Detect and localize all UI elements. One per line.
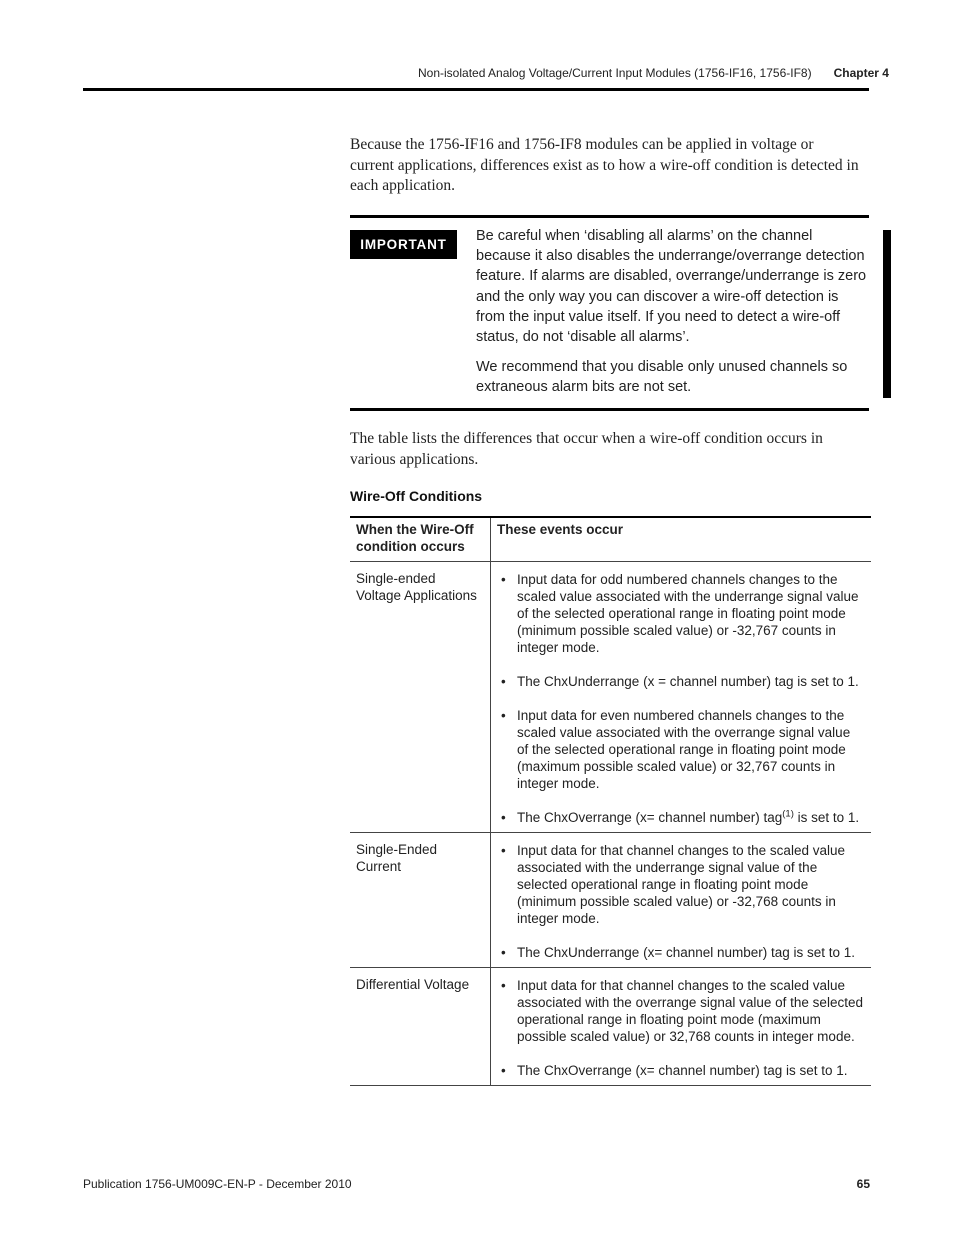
header-condition: When the Wire-Off condition occurs [350, 517, 491, 562]
condition-cell: Single-Ended Current [350, 833, 491, 968]
footer-page-number: 65 [856, 1177, 870, 1191]
footer-publication: Publication 1756-UM009C-EN-P - December 2010 [83, 1177, 352, 1191]
table-intro-paragraph: The table lists the differences that occur when a wire-off condition occurs in various applications. [350, 430, 823, 468]
events-cell [491, 833, 872, 968]
running-header [418, 66, 889, 80]
event-item: • Input data for even numbered channels changes to the scaled value associated with the overrange signal value of the selected operational range in floating point mode (maximum possible scaled value) or 32,767 counts in integer mode. [498, 707, 865, 792]
important-top-rule [350, 215, 869, 218]
table-header-row [350, 517, 871, 562]
event-text-end: is set to 1. [793, 810, 860, 825]
event-item: • Input data for that channel changes to the scaled value associated with the underrange signal value of the selected operational range in floating point mode (minimum possible scaled value) or -32,768 counts in integer mode. [498, 842, 865, 927]
event-item: • Input data for that channel changes to the scaled value associated with the overrange signal value of the selected operational range in floating point mode (maximum possible scaled value) or 32,768 counts in integer mode. [498, 977, 865, 1045]
important-bottom-rule [350, 408, 869, 411]
events-cell [491, 968, 872, 1086]
event-text: The ChxOverrange (x= channel number) tag [517, 810, 783, 825]
intro-paragraph: Because the 1756-IF16 and 1756-IF8 modules can be applied in voltage or current applications, differences exist as to how a wire-off condition is detected in each application. [350, 136, 859, 194]
header-rule [83, 88, 869, 91]
important-text [476, 226, 868, 408]
footnote-marker: (1) [782, 808, 794, 820]
important-paragraph-2: We recommend that you disable only unused channels so extraneous alarm bits are not set. [476, 359, 848, 396]
event-item: • The ChxOverrange (x= channel number) tag is set to 1. [498, 1062, 865, 1079]
event-item: • The ChxUnderrange (x= channel number) tag is set to 1. [498, 944, 865, 961]
header-chapter: Chapter 4 [833, 66, 889, 80]
table-row [350, 562, 871, 833]
important-paragraph-1: Be careful when ‘disabling all alarms’ on the channel because it also disables the underrange/overrange detection feature. If alarms are disabled, overrange/underrange is zero and the only way you can discover a wire-off detection is from the input value itself. If you need to detect a wire-off status, do not ‘disable all alarms’. [476, 228, 867, 346]
table-row [350, 968, 871, 1086]
event-item: • The ChxUnderrange (x = channel number) tag is set to 1. [498, 673, 865, 690]
condition-cell: Differential Voltage [350, 968, 491, 1086]
important-badge: IMPORTANT [350, 230, 457, 259]
change-bar [883, 230, 891, 398]
wire-off-conditions-table [350, 516, 871, 1086]
header-events: These events occur [491, 517, 872, 562]
condition-cell: Single-ended Voltage Applications [350, 562, 491, 833]
table-row [350, 833, 871, 968]
events-cell [491, 562, 872, 833]
event-item: • Input data for odd numbered channels changes to the scaled value associated with the underrange signal value of the selected operational range in floating point mode (minimum possible scaled value) or -32,767 counts in integer mode. [498, 571, 865, 656]
event-item [498, 809, 865, 826]
table-title: Wire-Off Conditions [350, 488, 483, 504]
header-title: Non-isolated Analog Voltage/Current Input Modules (1756-IF16, 1756-IF8) [418, 66, 812, 80]
